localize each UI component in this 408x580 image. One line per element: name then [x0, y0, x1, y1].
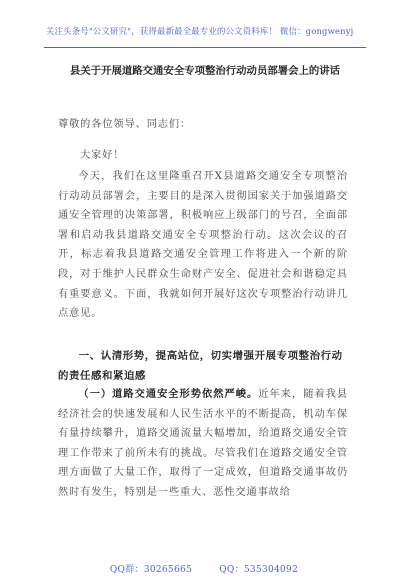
footer-qq: QQ：535304092: [219, 565, 299, 575]
salutation: 尊敬的各位领导、同志们：: [58, 119, 192, 130]
paragraph-situation: [58, 385, 348, 503]
document-title: 县关于开展道路交通安全专项整治行动动员部署会上的讲话: [69, 65, 341, 77]
greeting: 大家好！: [80, 150, 125, 161]
header-divider: [44, 47, 366, 48]
header-notice: 关注头条号"公文研究"，获得最新最全最专业的公文资料库！ 微信：gongwenyj: [46, 26, 354, 36]
footer-qq-group: QQ群：30265665: [109, 565, 193, 575]
footer-contact: [0, 562, 408, 575]
paragraph-intro: 今天，我们在这里隆重召开X县道路交通安全专项整治行动动员部署会，主要目的是深入贯彻国家关于加强道路交通安全管理的决策部署，积极响应上级部门的号召，全面部署和启动我县道路交通安全专项整治行动。这次会议的召开，标志着我县道路交通安全管理工作将进入一个新的阶段，对于维护人民群众生命财产安全、促进社会和谐稳定具有重要意义。下面，我就如何开展好这次专项整治行动讲几点意见。: [58, 171, 348, 320]
subsection-lead: （一）道路交通安全形势依然严峻。: [78, 388, 259, 400]
subsection-body: 近年来，随着我县经济社会的快速发展和人民生活水平的不断提高，机动车保有量持续攀升，道路交通流量大幅增加，给道路交通安全管理工作带来了前所未有的挑战。尽管我们在道路交通安全管理方面做了大量工作，取得了一定成效，但道路交通事故仍然时有发生，特别是一些重大、恶性交通事故给: [58, 389, 348, 498]
section-heading-1: 一、认清形势，提高站位，切实增强开展专项整治行动的责任感和紧迫感: [58, 350, 343, 382]
